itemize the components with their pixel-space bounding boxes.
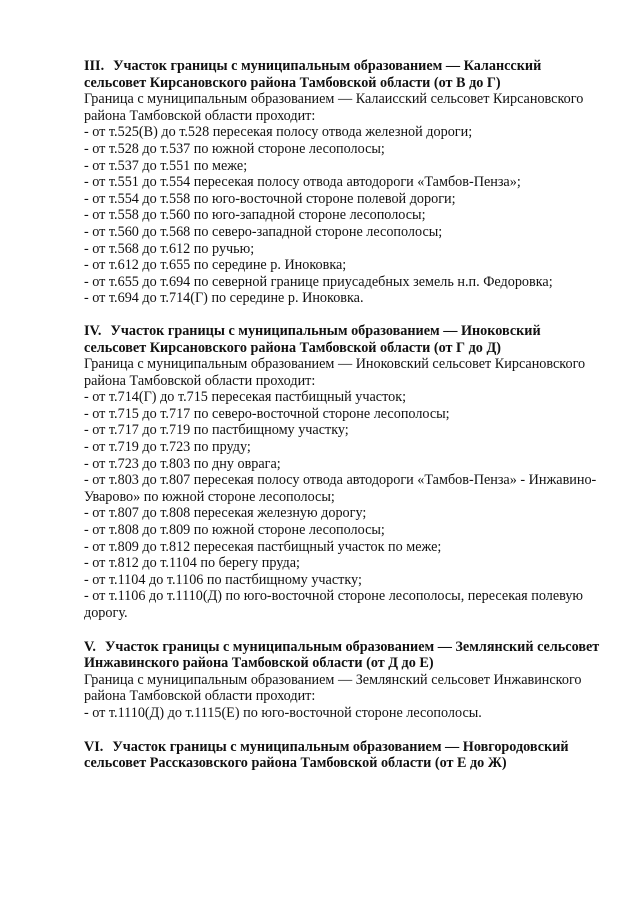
boundary-item: - от т.1106 до т.1110(Д) по юго-восточной стороне лесополосы, пересекая полевую дорогу. xyxy=(84,588,584,621)
section-iv xyxy=(84,323,600,622)
section-intro: Граница с муниципальным образованием — Калаисский сельсовет Кирсановского района Тамбовской области проходит: xyxy=(84,91,584,124)
boundary-item: - от т.808 до т.809 по южной стороне лесополосы; xyxy=(84,522,385,539)
section-heading xyxy=(84,639,600,672)
boundary-item: - от т.809 до т.812 пересекая пастбищный участок по меже; xyxy=(84,538,442,555)
section-heading xyxy=(84,323,600,356)
boundary-item: - от т.558 до т.560 по юго-западной стороне лесополосы; xyxy=(84,207,426,224)
section-vi xyxy=(84,739,600,772)
boundary-item: - от т.551 до т.554 пересекая полосу отвода автодороги «Тамбов-Пенза»; xyxy=(84,174,521,191)
section-number: IV. xyxy=(84,322,102,339)
section-intro: Граница с муниципальным образованием — Землянский сельсовет Инжавинского района Тамбовской области проходит: xyxy=(84,671,582,705)
section-title: Участок границы с муниципальным образованием — Новгородовский сельсовет Рассказовского района Тамбовской области (от Е до Ж) xyxy=(84,738,569,772)
boundary-item: - от т.560 до т.568 по северо-западной стороне лесополосы; xyxy=(84,223,443,240)
boundary-item: - от т.807 до т.808 пересекая железную дорогу; xyxy=(84,505,367,522)
section-intro: Граница с муниципальным образованием — Иноковский сельсовет Кирсановского района Тамбовской области проходит: xyxy=(84,356,586,389)
section-heading xyxy=(84,739,600,772)
boundary-item: - от т.719 до т.723 по пруду; xyxy=(84,439,251,456)
section-heading xyxy=(84,58,600,91)
section-title: Участок границы с муниципальным образованием — Иноковский сельсовет Кирсановского района Тамбовской области (от Г до Д) xyxy=(84,322,541,356)
section-title: Участок границы с муниципальным образованием — Калансский сельсовет Кирсановского района Тамбовской области (от В до Г) xyxy=(84,58,542,91)
boundary-item: - от т.1110(Д) до т.1115(Е) по юго-восточной стороне лесополосы. xyxy=(84,704,482,721)
section-v xyxy=(84,639,600,722)
boundary-item: - от т.717 до т.719 по пастбищному участку; xyxy=(84,422,349,439)
boundary-item: - от т.723 до т.803 по дну оврага; xyxy=(84,455,281,472)
section-number: VI. xyxy=(84,738,104,755)
boundary-item: - от т.803 до т.807 пересекая полосу отвода автодороги «Тамбов-Пенза» - Инжавино-Уварово» по южной стороне лесополосы; xyxy=(84,472,597,505)
boundary-item: - от т.528 до т.537 по южной стороне лесополосы; xyxy=(84,140,385,157)
boundary-item: - от т.554 до т.558 по юго-восточной стороне полевой дороги; xyxy=(84,190,456,207)
boundary-item: - от т.694 до т.714(Г) по середине р. Иноковка. xyxy=(84,290,364,307)
boundary-item: - от т.812 до т.1104 по берегу пруда; xyxy=(84,555,300,572)
boundary-item: - от т.1104 до т.1106 по пастбищному участку; xyxy=(84,571,362,588)
boundary-item: - от т.715 до т.717 по северо-восточной стороне лесополосы; xyxy=(84,405,450,422)
boundary-item: - от т.714(Г) до т.715 пересекая пастбищный участок; xyxy=(84,389,407,406)
boundary-item: - от т.568 до т.612 по ручью; xyxy=(84,240,255,257)
section-number: V. xyxy=(84,638,96,655)
section-number: III. xyxy=(84,58,105,74)
boundary-item: - от т.537 до т.551 по меже; xyxy=(84,157,248,174)
boundary-item: - от т.525(В) до т.528 пересекая полосу отвода железной дороги; xyxy=(84,124,473,141)
section-title: Участок границы с муниципальным образованием — Землянский сельсовет Инжавинского района Тамбовской области (от Д до Е) xyxy=(84,638,600,672)
boundary-item: - от т.655 до т.694 по северной границе приусадебных земель н.п. Федоровка; xyxy=(84,273,553,290)
section-iii xyxy=(84,58,600,307)
boundary-item: - от т.612 до т.655 по середине р. Иноковка; xyxy=(84,257,347,274)
